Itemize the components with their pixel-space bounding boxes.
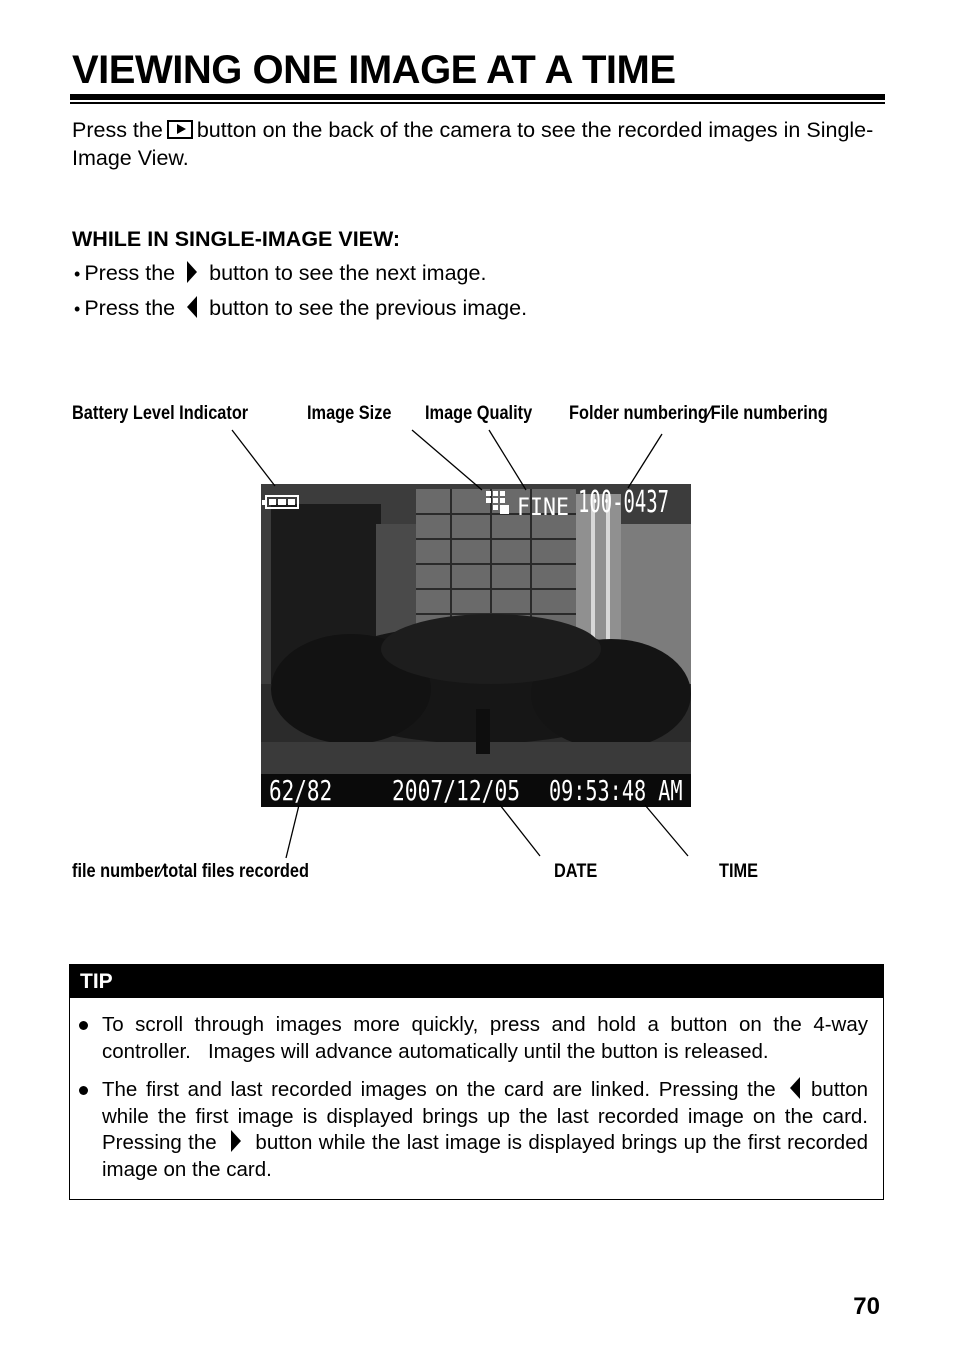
bullet-dot: • — [74, 299, 81, 319]
camera-lcd-preview — [261, 484, 691, 807]
battery-indicator-icon — [265, 495, 299, 509]
time-readout: 09:53:48 AM — [549, 774, 683, 807]
title-rule-thick — [70, 94, 885, 100]
file-counter-readout: 62/82 — [269, 774, 333, 807]
bullet-dot: • — [74, 264, 81, 284]
tip-item-scroll — [102, 1012, 868, 1065]
leader-battery — [232, 430, 275, 486]
right-arrow-icon — [231, 1130, 241, 1152]
bullet-text-before: Press the — [84, 261, 176, 285]
tip-item-text: To scroll through images more quickly, press and hold a button on the 4-way controller. Images will advance automatically until the button is released. — [102, 1013, 868, 1063]
bullet-text-after: button to see the previous image. — [209, 296, 528, 320]
left-arrow-icon — [790, 1077, 800, 1099]
bullet-text-before: Press the — [84, 296, 176, 320]
leader-image-quality — [489, 430, 526, 490]
intro-paragraph — [72, 116, 887, 172]
photo-scene — [261, 484, 691, 807]
tip-box — [69, 964, 884, 1200]
label-image-size: Image Size — [307, 403, 392, 424]
leader-time — [645, 805, 688, 856]
tip-item-text-part3: button while the last image is displayed brings up the first recorded image on the card. — [102, 1131, 869, 1181]
left-arrow-icon — [187, 296, 197, 318]
label-image-quality: Image Quality — [425, 403, 533, 424]
tip-bullet — [79, 1021, 88, 1030]
tip-item-text-part1: The first and last recorded images on the card are linked. Pressing the — [102, 1078, 776, 1101]
leader-file-count — [286, 805, 299, 858]
folder-file-number-readout: 100-0437 — [578, 485, 670, 520]
tip-bullet — [79, 1086, 88, 1095]
image-size-icon — [485, 490, 511, 516]
play-button-icon — [167, 120, 193, 139]
bullet-text-after: button to see the next image. — [209, 261, 487, 285]
section-heading: WHILE IN SINGLE-IMAGE VIEW: — [72, 227, 401, 251]
quality-readout: FINE — [517, 493, 570, 521]
right-arrow-icon — [187, 261, 197, 283]
label-file-count: file number⁄total files recorded — [72, 861, 309, 882]
label-time: TIME — [719, 861, 759, 882]
label-date: DATE — [554, 861, 598, 882]
label-battery-level: Battery Level Indicator — [72, 403, 249, 424]
leader-image-size — [412, 430, 482, 490]
date-readout: 2007/12/05 — [392, 774, 521, 807]
tip-item-text-part2: button while the first image is displayed brings up the last recorded image on the card. Pressing the — [102, 1078, 869, 1154]
leader-date — [500, 805, 540, 856]
tip-header: TIP — [70, 965, 883, 998]
label-folder-file-numbering: Folder numbering⁄File numbering — [569, 403, 828, 424]
intro-text-after: button on the back of the camera to see the recorded images in Single-Image View. — [72, 118, 874, 170]
tip-item-linked — [102, 1077, 868, 1183]
page-title: VIEWING ONE IMAGE AT A TIME — [72, 48, 676, 92]
intro-text-before: Press the — [72, 118, 163, 142]
page-number: 70 — [853, 1293, 880, 1320]
bullet-next-image — [74, 259, 486, 288]
leader-folder-file — [628, 434, 662, 488]
title-rule-thin — [70, 102, 885, 104]
bullet-previous-image — [74, 294, 527, 323]
